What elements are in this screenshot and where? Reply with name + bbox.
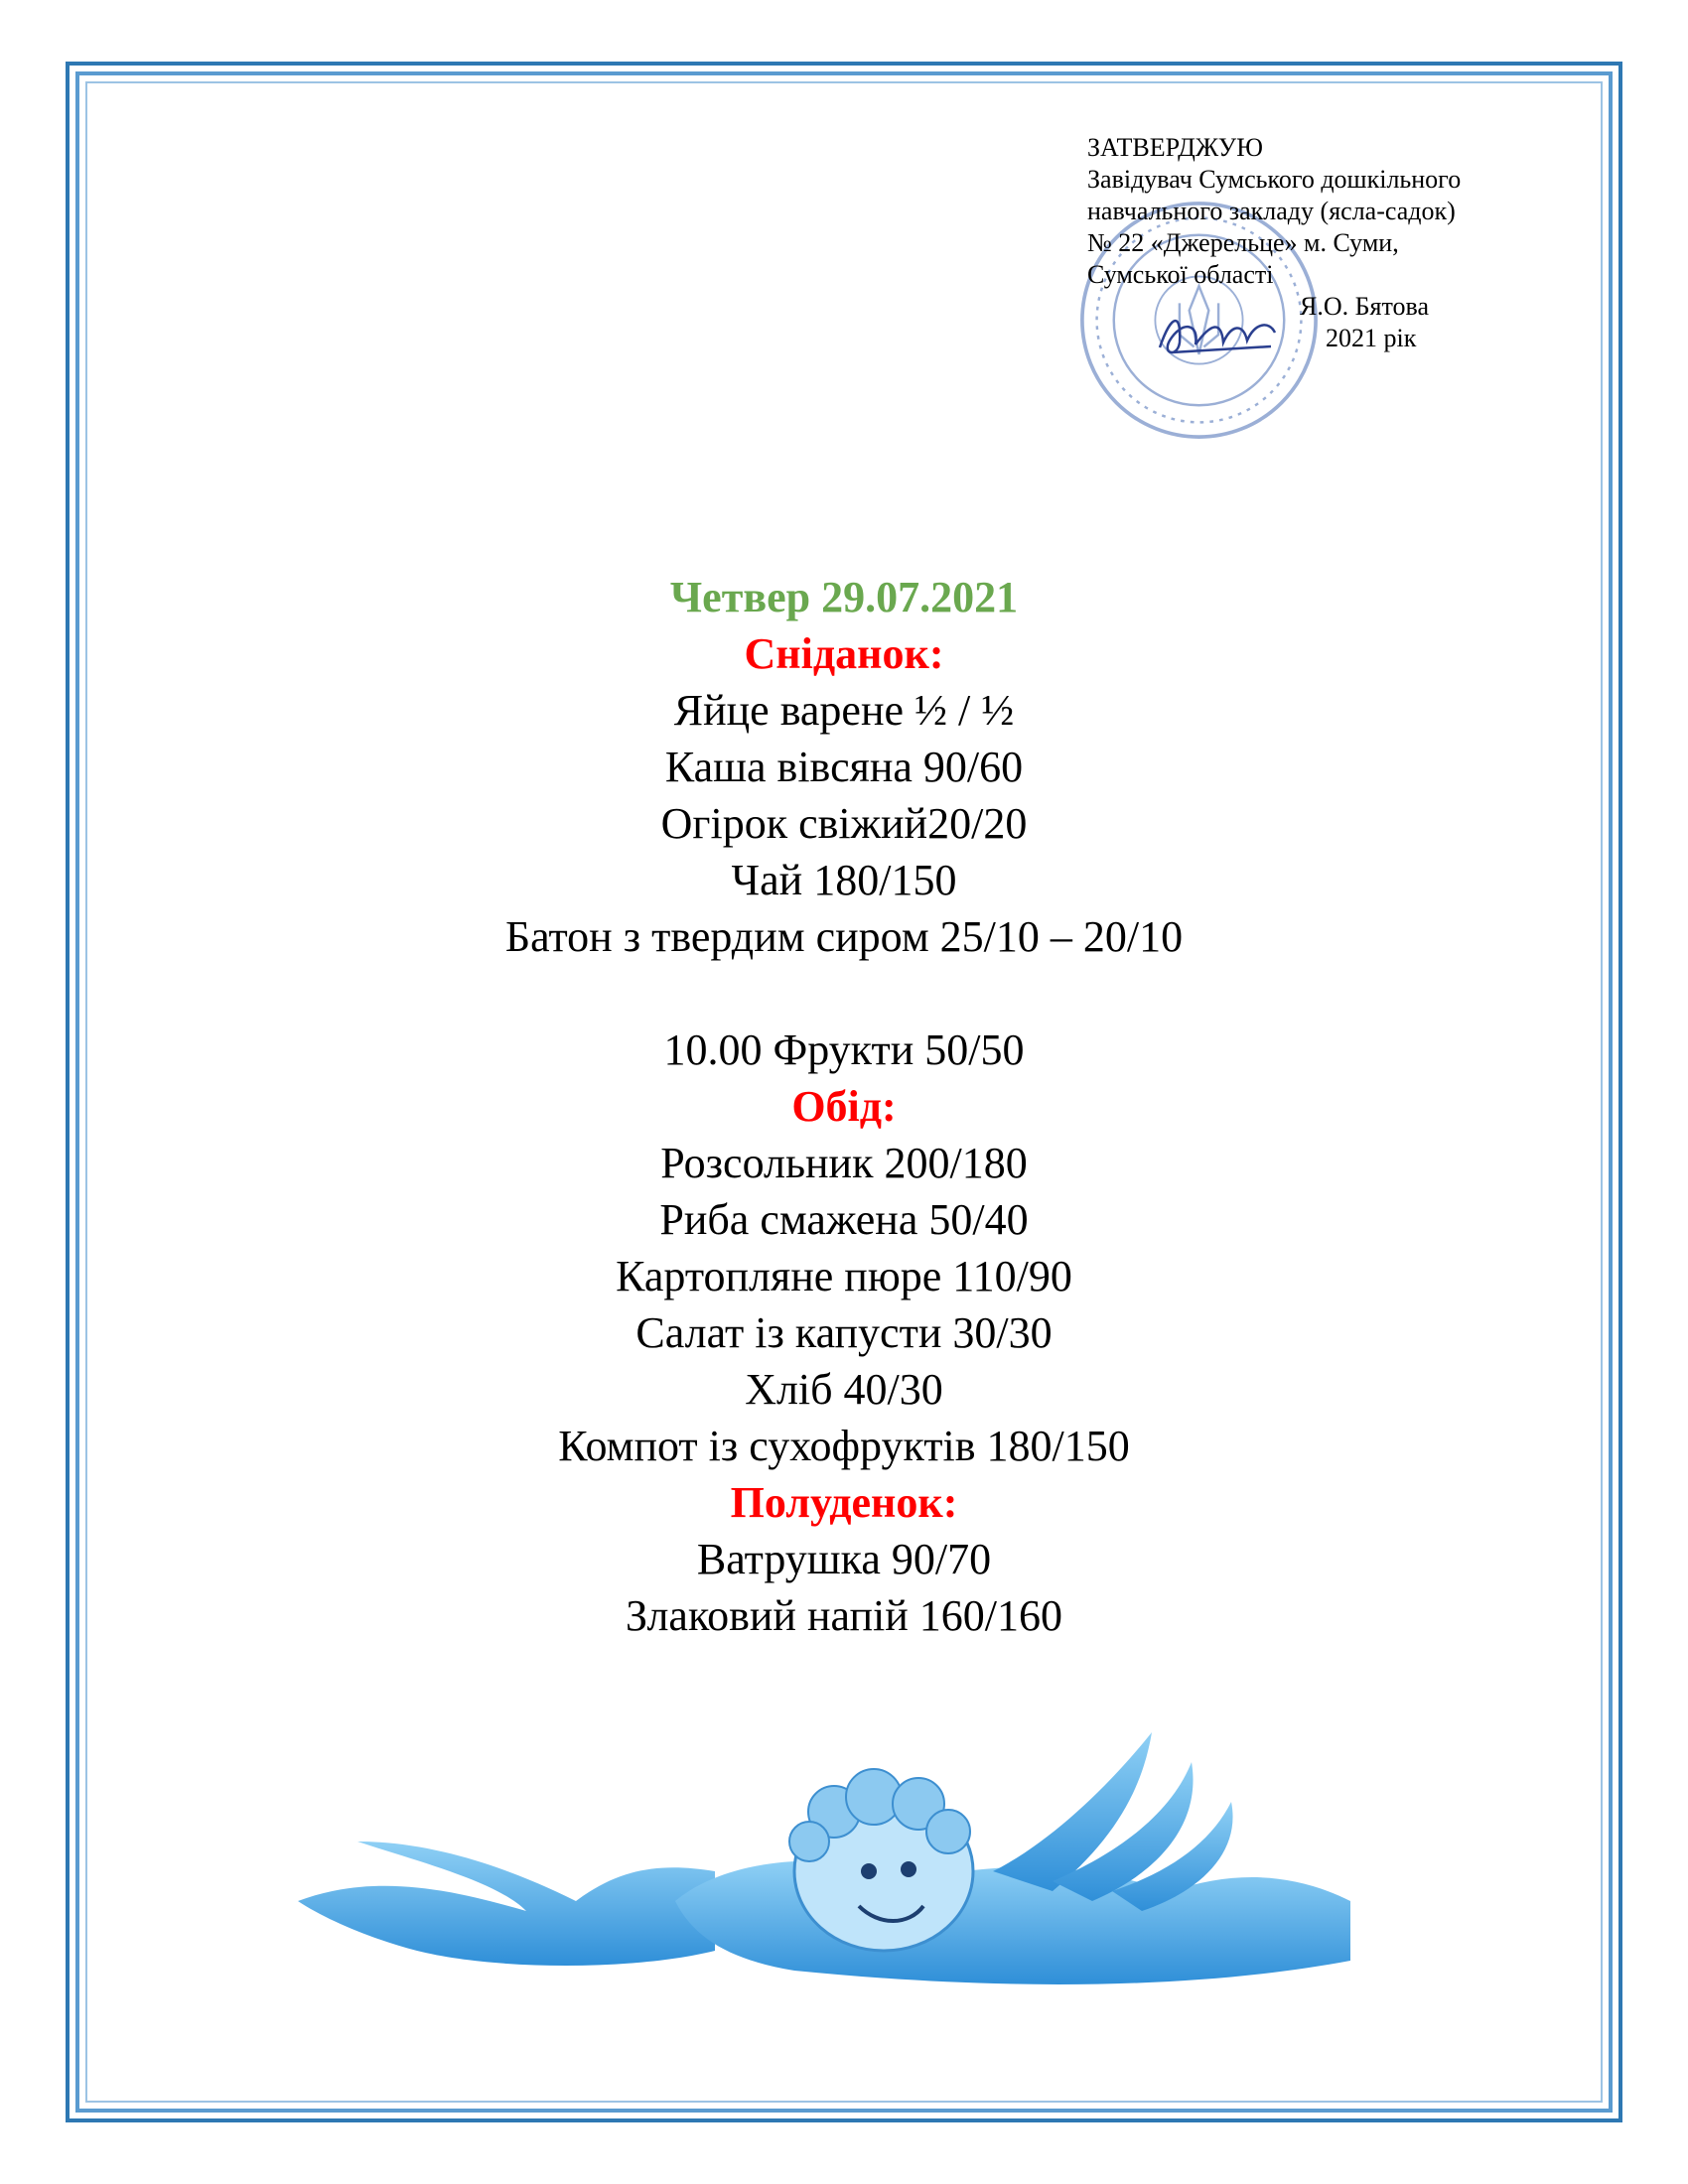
menu-day-title: Четвер 29.07.2021 [669, 573, 1019, 621]
water-splash-mascot-icon [298, 1722, 1370, 2020]
menu-spacer [85, 965, 1603, 1022]
menu-item: Батон з твердим сиром 25/10 – 20/10 [504, 912, 1184, 961]
approval-line: Завідувач Сумського дошкільного [1087, 165, 1462, 194]
menu-item: Ватрушка 90/70 [696, 1535, 992, 1583]
menu-item: Картопляне пюре 110/90 [616, 1252, 1072, 1300]
approval-heading: ЗАТВЕРДЖУЮ [1087, 133, 1263, 162]
menu-item: Каша вівсяна 90/60 [664, 743, 1024, 791]
approval-line: № 22 «Джерельце» м. Суми, [1087, 228, 1399, 257]
menu-item: Яйце варене ½ / ½ [673, 686, 1015, 735]
menu-item: Компот із сухофруктів 180/150 [558, 1422, 1130, 1470]
menu-item: Салат із капусти 30/30 [635, 1308, 1053, 1357]
approval-block [1087, 132, 1604, 354]
menu-body [85, 569, 1603, 1644]
menu-item: Розсольник 200/180 [660, 1139, 1028, 1187]
afternoon-title: Полуденок: [730, 1478, 958, 1527]
menu-item: Огірок свіжий20/20 [660, 799, 1028, 848]
approval-year: 2021 рік [1326, 324, 1417, 352]
approval-line: навчального закладу (ясла-садок) [1087, 197, 1456, 225]
approval-signer: Я.О. Бятова [1300, 292, 1429, 321]
breakfast-title: Сніданок: [744, 629, 944, 678]
approval-line: Сумської області [1087, 260, 1274, 289]
menu-item: Чай 180/150 [731, 856, 957, 904]
menu-item: Злаковий напій 160/160 [626, 1591, 1062, 1640]
menu-snack: 10.00 Фрукти 50/50 [663, 1025, 1025, 1074]
menu-item: Риба смажена 50/40 [659, 1195, 1029, 1244]
lunch-title: Обід: [791, 1082, 897, 1131]
menu-item: Хліб 40/30 [745, 1365, 943, 1414]
